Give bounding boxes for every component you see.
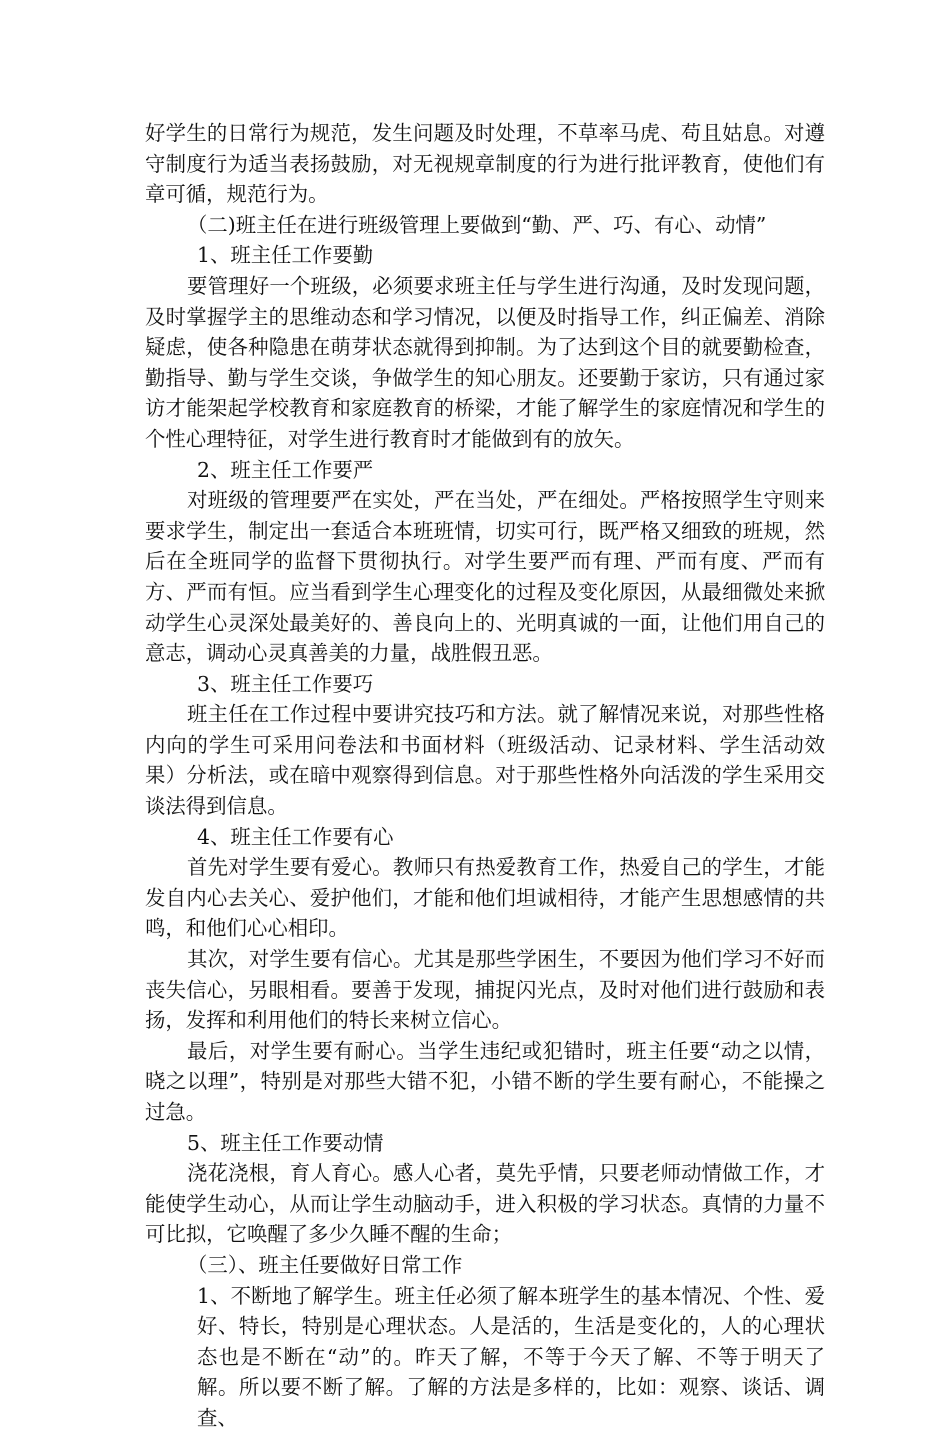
body-paragraph: 要管理好一个班级，必须要求班主任与学生进行沟通，及时发现问题，及时掌握学主的思维动态和学习情况，以便及时指导工作，纠正偏差、消除疑虑，使各种隐患在萌芽状态就得到抑制。为了达到这个目的就要勤检查，勤指导、勤与学生交谈，争做学生的知心朋友。还要勤于家访，只有通过家访才能架起学校教育和家庭教育的桥梁，才能了解学生的家庭情况和学生的个性心理特征，对学生进行教育时才能做到有的放矢。 xyxy=(145,273,825,451)
subsection-heading: 1、班主任工作要勤 xyxy=(197,243,374,268)
body-paragraph: 最后，对学生要有耐心。当学生违纪或犯错时，班主任要“动之以情，晓之以理”，特别是对那些大错不犯，小错不断的学生要有耐心，不能操之过急。 xyxy=(145,1038,825,1124)
body-paragraph: 1、不断地了解学生。班主任必须了解本班学生的基本情况、个性、爱好、特长，特别是心理状态。人是活的，生活是变化的，人的心理状态也是不断在“动”的。昨天了解，不等于今天了解、不等于明天了解。所以要不断了解。了解的方法是多样的，比如：观察、谈话、调查、 xyxy=(197,1283,825,1430)
section-heading: （二)班主任在进行班级管理上要做到“勤、严、巧、有心、动情” xyxy=(187,212,767,237)
body-paragraph: 班主任在工作过程中要讲究技巧和方法。就了解情况来说，对那些性格内向的学生可采用问卷法和书面材料（班级活动、记录材料、学生活动效果）分析法，或在暗中观察得到信息。对于那些性格外向活泼的学生采用交谈法得到信息。 xyxy=(145,702,825,819)
body-paragraph: 对班级的管理要严在实处，严在当处，严在细处。严格按照学生守则来要求学生，制定出一套适合本班班情，切实可行，既严格又细致的班规，然后在全班同学的监督下贯彻执行。对学生要严而有理、严而有度、严而有方、严而有恒。应当看到学生心理变化的过程及变化原因，从最细微处来掀动学生心灵深处最美好的、善良向上的、光明真诚的一面，让他们用自己的意志，调动心灵真善美的力量，战胜假丑恶。 xyxy=(145,488,825,666)
subsection-heading: 2、班主任工作要严 xyxy=(197,457,374,482)
body-paragraph: 其次，对学生要有信心。尤其是那些学困生，不要因为他们学习不好而丧失信心，另眼相看。要善于发现，捕捉闪光点，及时对他们进行鼓励和表扬，发挥和利用他们的特长来树立信心。 xyxy=(145,947,825,1033)
subsection-heading: 3、班主任工作要巧 xyxy=(197,671,374,696)
body-paragraph: 首先对学生要有爱心。教师只有热爱教育工作，热爱自己的学生，才能发自内心去关心、爱护他们，才能和他们坦诚相待，才能产生思想感情的共鸣，和他们心心相印。 xyxy=(145,855,825,941)
body-paragraph: 浇花浇根，育人育心。感人心者，莫先乎情，只要老师动情做工作，才能使学生动心，从而让学生动脑动手，进入积极的学习状态。真情的力量不可比拟，它唤醒了多少久睡不醒的生命； xyxy=(145,1161,825,1247)
subsection-heading: 5、班主任工作要动情 xyxy=(187,1130,384,1155)
body-paragraph: 好学生的日常行为规范，发生问题及时处理，不草率马虎、苟且姑息。对遵守制度行为适当表扬鼓励，对无视规章制度的行为进行批评教育，使他们有章可循，规范行为。 xyxy=(145,121,825,207)
section-heading: （三）、班主任要做好日常工作 xyxy=(187,1252,463,1277)
subsection-heading: 4、班主任工作要有心 xyxy=(197,824,394,849)
document-body xyxy=(145,118,825,1434)
